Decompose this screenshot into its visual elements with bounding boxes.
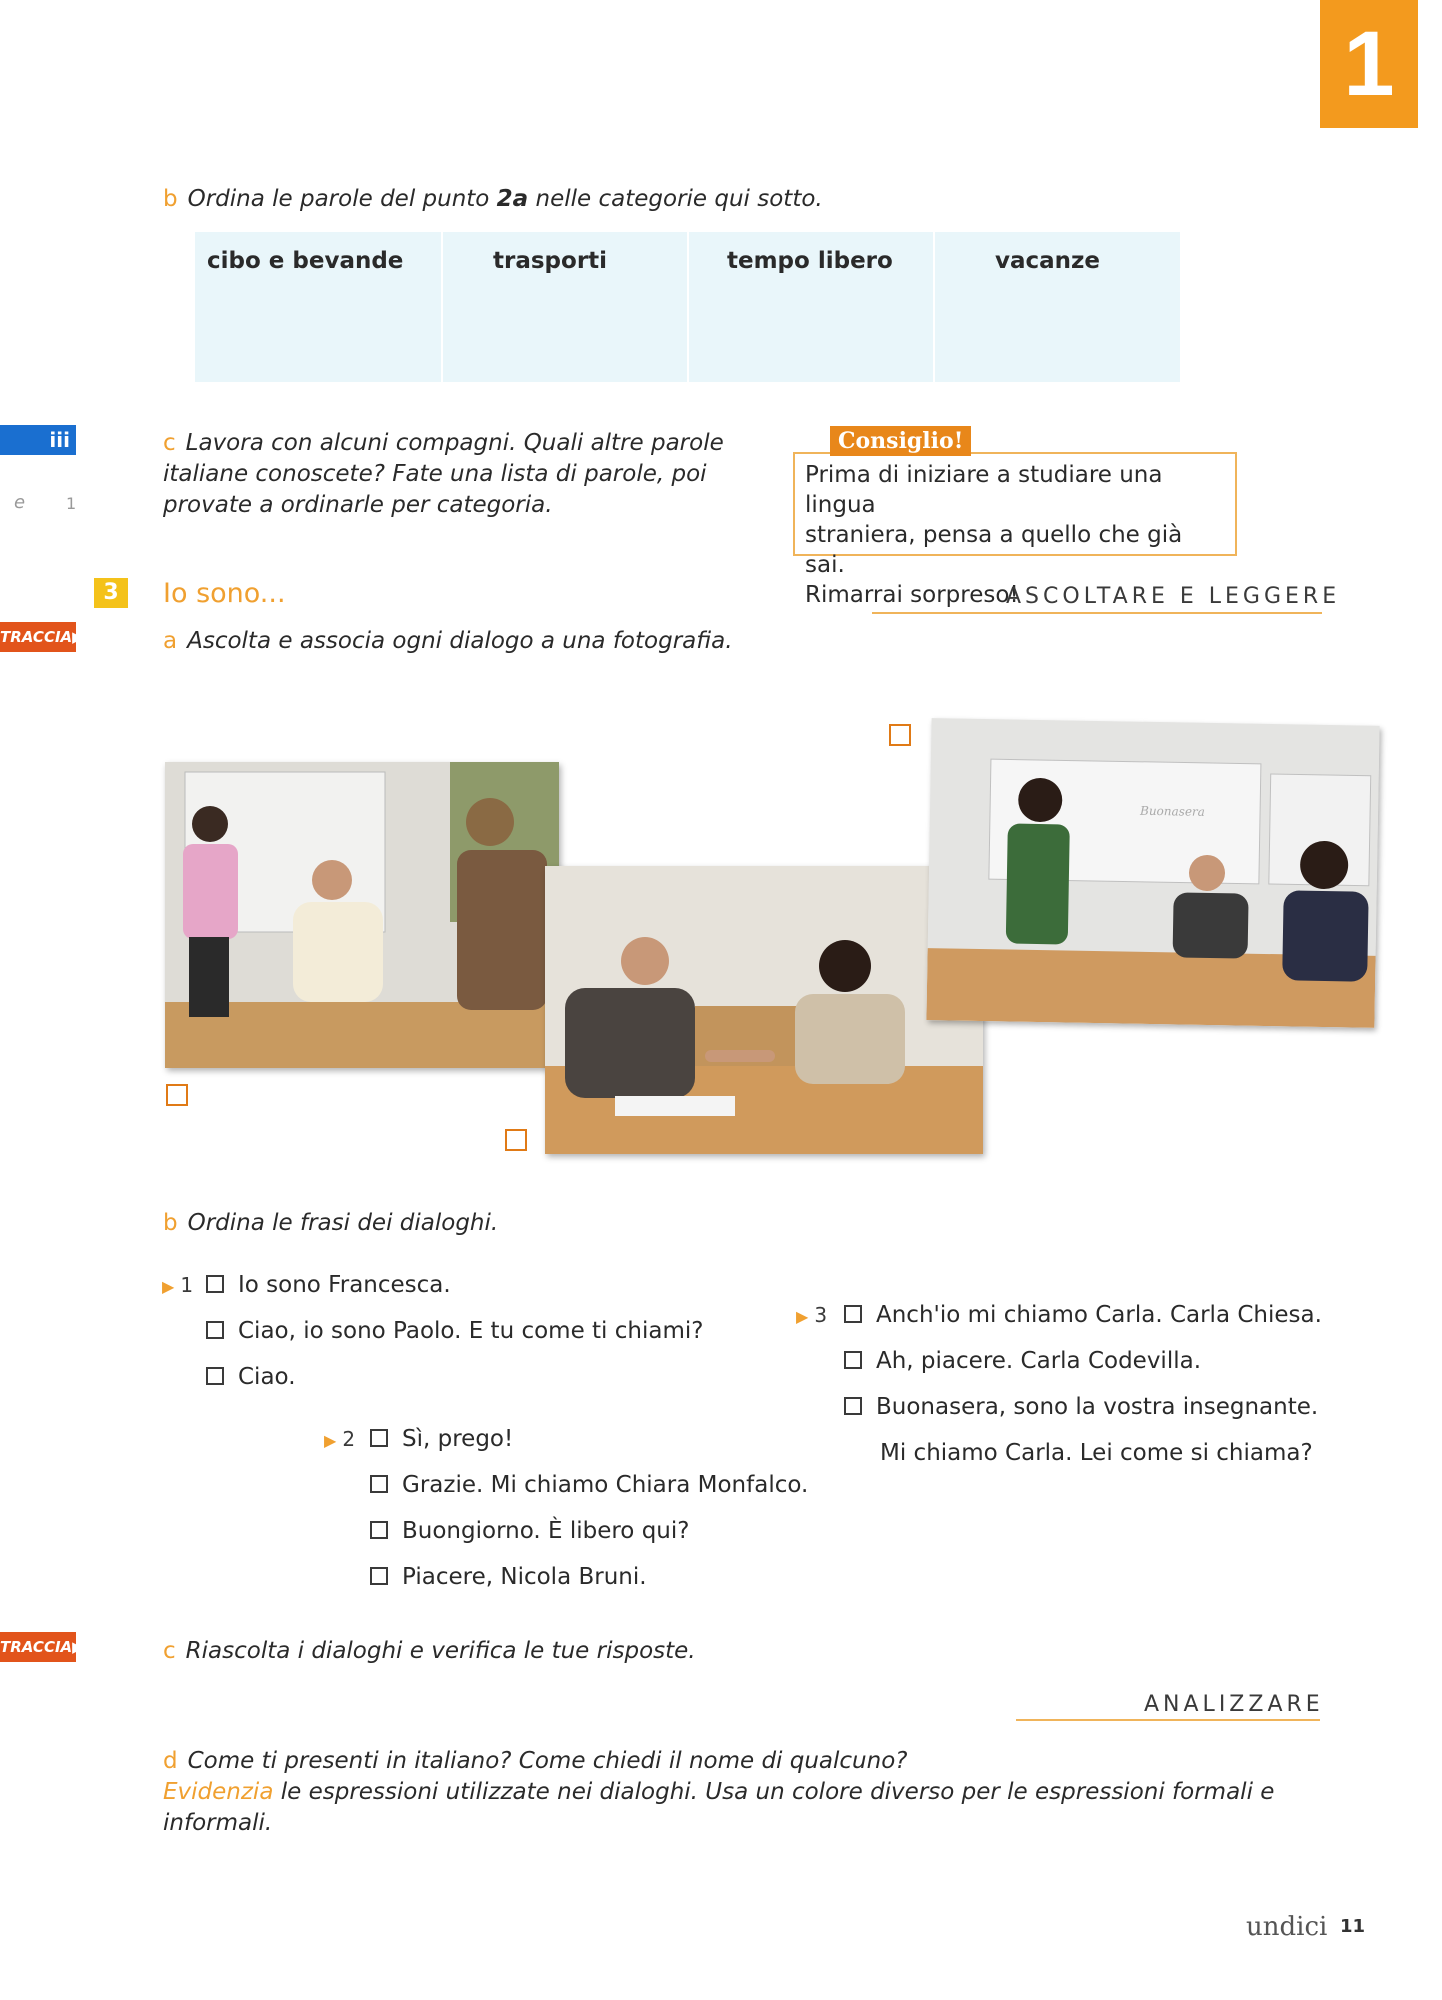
- category-label: trasporti: [493, 248, 608, 274]
- exercise-2b-instruction: b Ordina le parole del punto 2a nelle categorie qui sotto.: [163, 186, 823, 212]
- skill-underline: [1016, 1719, 1320, 1721]
- dialogue-line[interactable]: Io sono Francesca.: [206, 1270, 451, 1300]
- skill-underline: [872, 612, 1322, 614]
- tip-box: Prima di iniziare a studiare una lingua straniera, pensa a quello che già sai. Rimarrai sorpreso!: [793, 452, 1237, 556]
- order-checkbox[interactable]: [844, 1305, 862, 1323]
- dialogue-line[interactable]: Buongiorno. È libero qui?: [370, 1516, 689, 1546]
- order-checkbox[interactable]: [206, 1275, 224, 1293]
- category-label: cibo e bevande: [207, 248, 404, 274]
- order-checkbox[interactable]: [370, 1475, 388, 1493]
- photo-classroom: [926, 718, 1379, 1028]
- exercise-3d-instruction: d Come ti presenti in italiano? Come chiedi il nome di qualcuno? Evidenzia le espressioni utilizzate nei dialoghi. Usa un colore diverso per le espressioni formali e informali.: [163, 1748, 1275, 1836]
- category-column: [195, 232, 443, 382]
- photo-illustration: [165, 762, 559, 1068]
- dialogue-line[interactable]: Buonasera, sono la vostra insegnante.: [844, 1392, 1318, 1422]
- dialogue-marker: ▶ 2: [324, 1427, 356, 1451]
- category-column: [687, 232, 935, 382]
- exercise-3b-instruction: b Ordina le frasi dei dialoghi.: [163, 1210, 499, 1236]
- skill-label: ANALIZZARE: [1144, 1692, 1324, 1717]
- margin-mark: e: [14, 492, 26, 513]
- audio-track-badge: TRACCIA▶01: [0, 622, 76, 652]
- category-column: [933, 232, 1180, 382]
- order-checkbox[interactable]: [206, 1367, 224, 1385]
- dialogue-line[interactable]: Sì, prego!: [370, 1424, 513, 1454]
- order-checkbox[interactable]: [844, 1397, 862, 1415]
- photo-answer-checkbox[interactable]: [889, 724, 911, 746]
- whiteboard-text: Buonasera: [1139, 803, 1206, 819]
- photo-illustration: [926, 718, 1379, 1028]
- category-table: [195, 232, 1180, 382]
- dialogue-line[interactable]: Ah, piacere. Carla Codevilla.: [844, 1346, 1201, 1376]
- exercise-3c-instruction: c Riascolta i dialoghi e verifica le tue risposte.: [163, 1638, 696, 1664]
- skill-label: ASCOLTARE E LEGGERE: [1006, 584, 1341, 609]
- dialogue-marker: ▶ 1: [162, 1273, 194, 1297]
- dialogue-line[interactable]: Ciao, io sono Paolo. E tu come ti chiami?: [206, 1316, 703, 1346]
- dialogue-line[interactable]: Anch'io mi chiamo Carla. Carla Chiesa.: [844, 1300, 1322, 1330]
- section-number: 3: [94, 578, 128, 608]
- exercise-letter: b: [163, 186, 178, 212]
- category-label: vacanze: [995, 248, 1101, 274]
- dialogue-line-continuation: Mi chiamo Carla. Lei come si chiama?: [880, 1440, 1313, 1466]
- photo-answer-checkbox[interactable]: [505, 1129, 527, 1151]
- dialogue-line[interactable]: Piacere, Nicola Bruni.: [370, 1562, 647, 1592]
- category-column: [441, 232, 689, 382]
- audio-track-badge: TRACCIA▶01: [0, 1632, 76, 1662]
- dialogue-line[interactable]: Ciao.: [206, 1362, 296, 1392]
- order-checkbox[interactable]: [844, 1351, 862, 1369]
- chapter-number: 1: [1320, 0, 1418, 128]
- group-work-icon: iii: [0, 425, 76, 455]
- highlight-word: Evidenzia: [163, 1779, 274, 1805]
- tip-tag: Consiglio!: [830, 426, 971, 456]
- photo-illustration: [545, 866, 983, 1154]
- dialogue-marker: ▶ 3: [796, 1303, 828, 1327]
- photo-informal-meeting: [165, 762, 559, 1068]
- order-checkbox[interactable]: [206, 1321, 224, 1339]
- exercise-3a-instruction: a Ascolta e associa ogni dialogo a una fotografia.: [163, 628, 733, 654]
- photo-answer-checkbox[interactable]: [166, 1084, 188, 1106]
- margin-mark: 1: [66, 494, 77, 513]
- page-number: 11: [1340, 1916, 1366, 1937]
- category-label: tempo libero: [727, 248, 893, 274]
- exercise-2c-instruction: c Lavora con alcuni compagni. Quali altre parole italiane conoscete? Fate una lista di parole, poi provate a ordinarle per categoria.: [163, 430, 724, 518]
- order-checkbox[interactable]: [370, 1429, 388, 1447]
- order-checkbox[interactable]: [370, 1521, 388, 1539]
- section-title: Io sono...: [163, 578, 286, 609]
- page-number-word: undici: [1246, 1912, 1328, 1942]
- order-checkbox[interactable]: [370, 1567, 388, 1585]
- photo-handshake: [545, 866, 983, 1154]
- dialogue-line[interactable]: Grazie. Mi chiamo Chiara Monfalco.: [370, 1470, 808, 1500]
